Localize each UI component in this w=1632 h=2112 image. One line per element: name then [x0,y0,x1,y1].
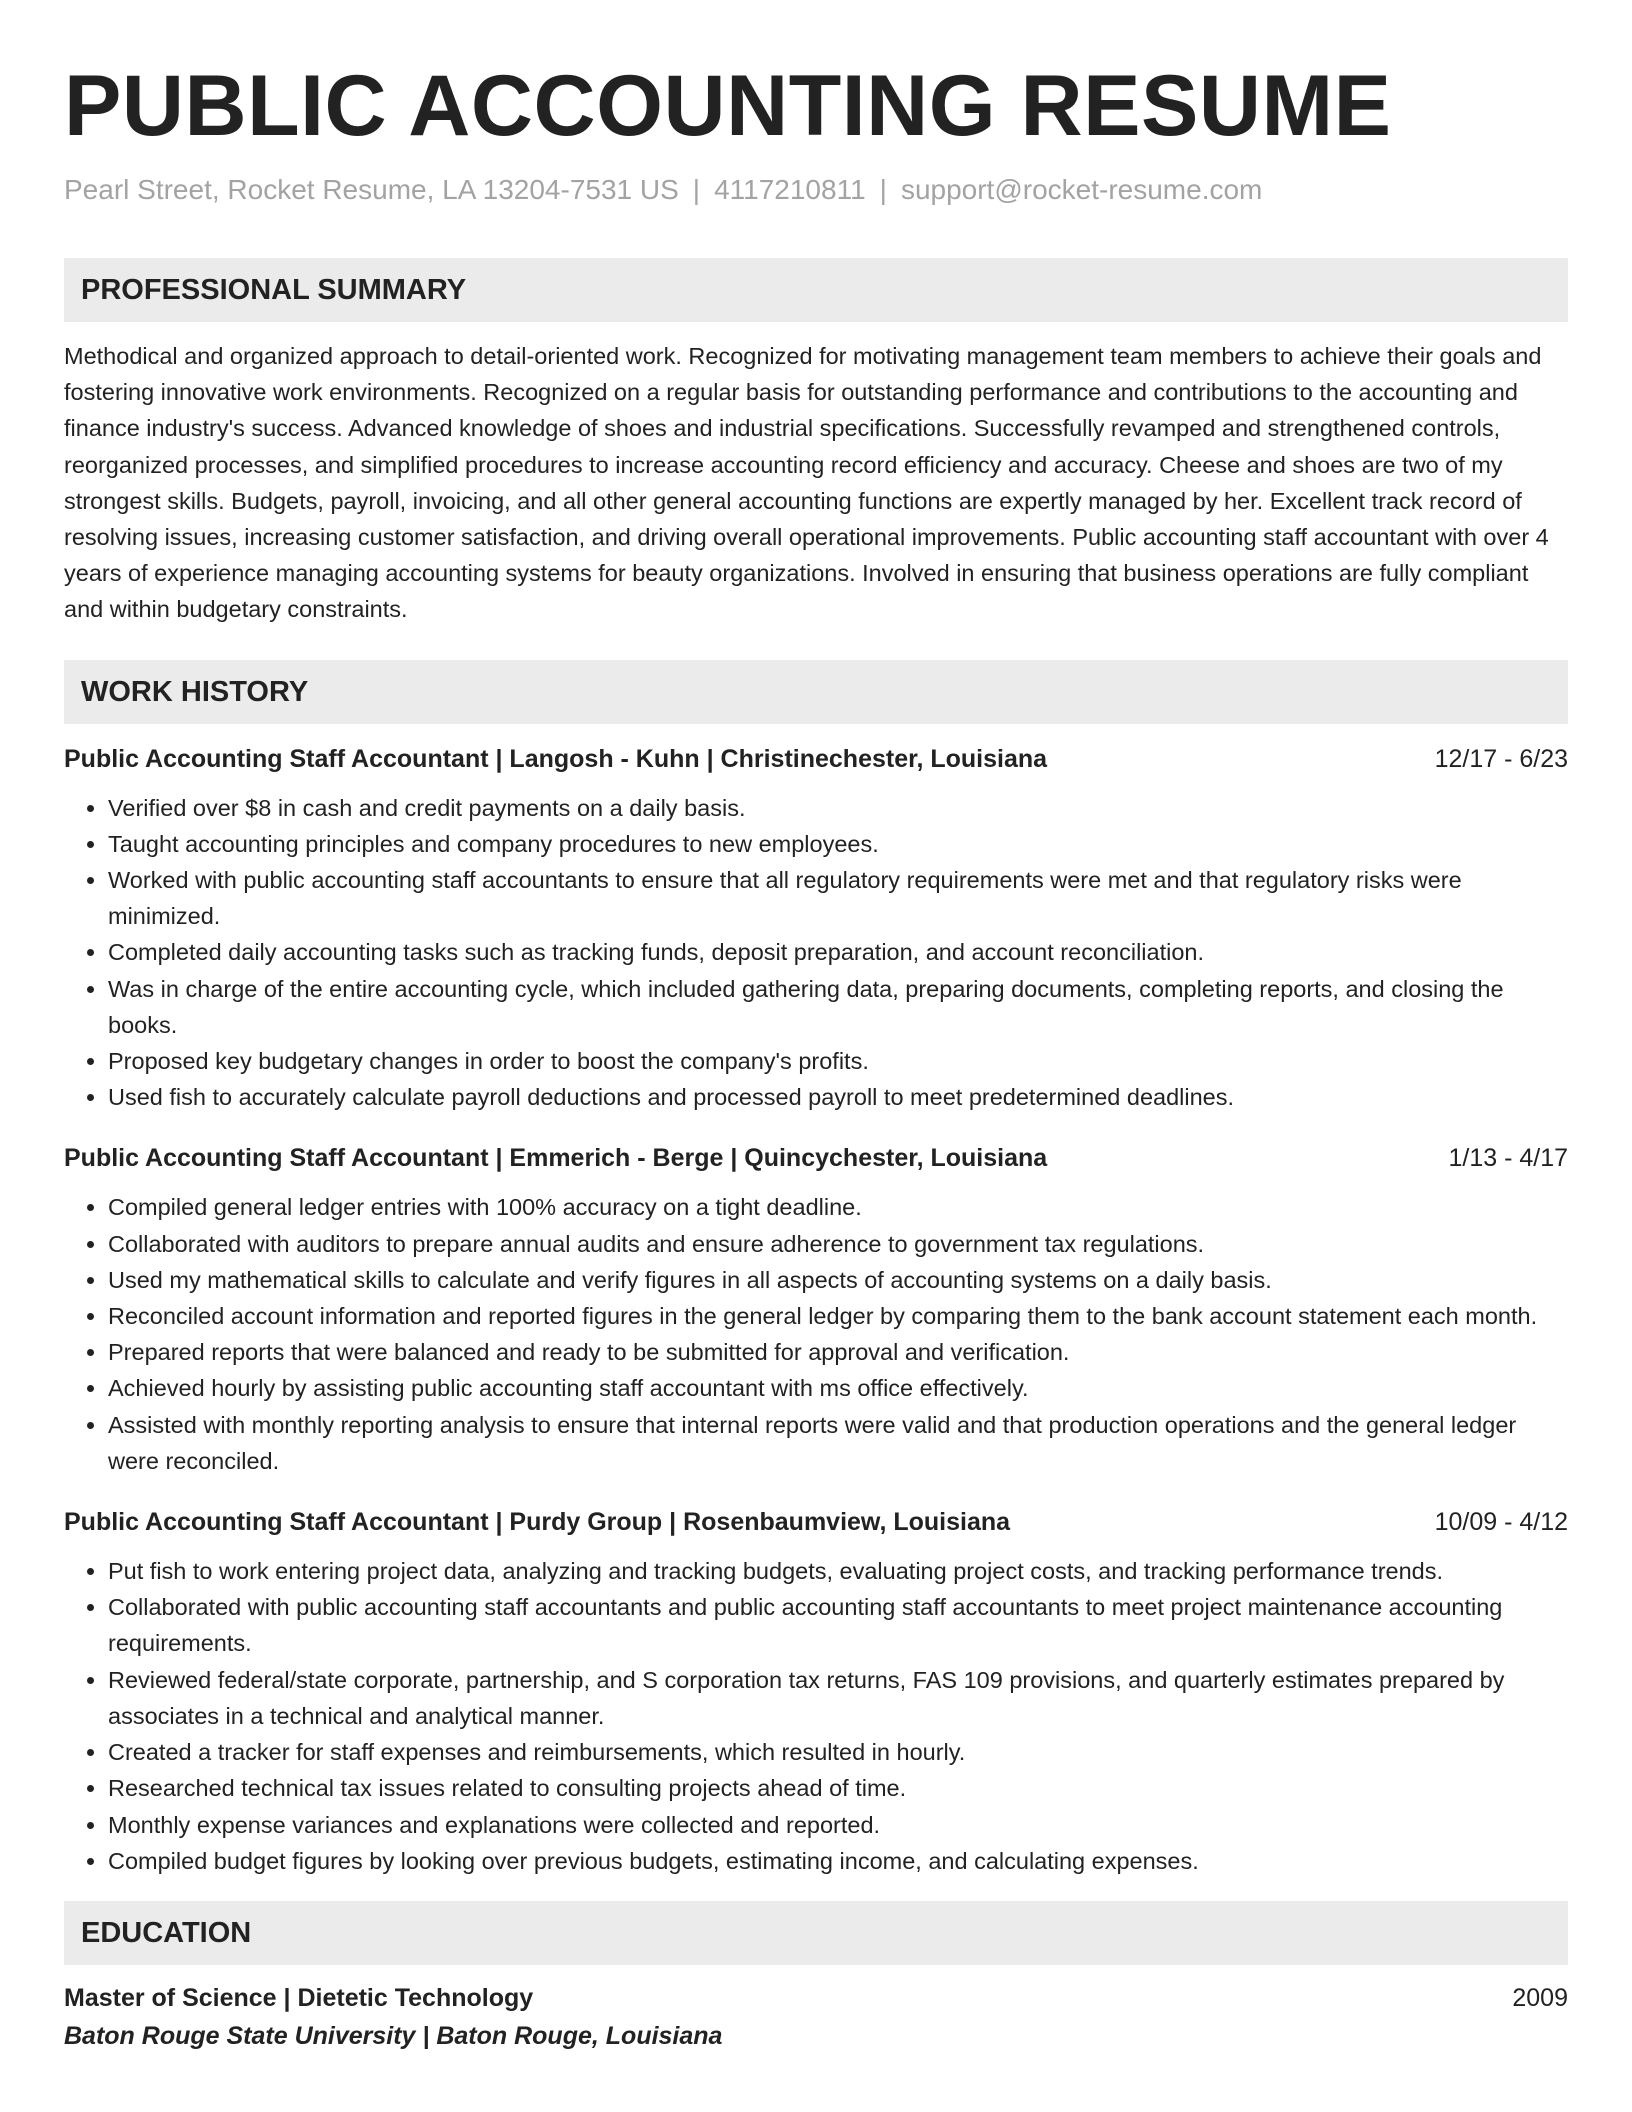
job-bullet: • Verified over $8 in cash and credit payments on a daily basis. [108,790,1568,826]
email-address: support@rocket-resume.com [900,174,1263,205]
job-bullet: • Created a tracker for staff expenses and reimbursements, which resulted in hourly. [108,1734,1568,1770]
job-bullet: • Collaborated with public accounting staff accountants and public accounting staff accountants to meet project maintenance accounting requirements. [108,1589,1568,1661]
job-entry [64,740,1568,1116]
job-bullet: • Achieved hourly by assisting public accounting staff accountant with ms office effectively. [108,1370,1568,1406]
job-bullet: • Proposed key budgetary changes in order to boost the company's profits. [108,1043,1568,1079]
job-header [64,1503,1568,1541]
job-dates: 12/17 - 6/23 [1434,744,1568,773]
job-title: Public Accounting Staff Accountant | Purdy Group | Rosenbaumview, Louisiana [64,1508,1011,1537]
education-entry [64,1979,1568,2055]
school-name: Baton Rouge State University | Baton Rouge, Louisiana [64,2021,723,2050]
contact-separator: | [879,174,887,205]
resume-title: PUBLIC ACCOUNTING RESUME [64,58,1392,154]
job-bullet: • Reviewed federal/state corporate, partnership, and S corporation tax returns, FAS 109 provisions, and quarterly estimates prepared by associates in a technical and analytical manner. [108,1662,1568,1734]
job-bullets [64,790,1568,1116]
job-dates: 10/09 - 4/12 [1434,1508,1568,1537]
job-bullet: • Compiled general ledger entries with 100% accuracy on a tight deadline. [108,1189,1568,1225]
job-bullet: • Prepared reports that were balanced and ready to be submitted for approval and verification. [108,1334,1568,1370]
job-header [64,740,1568,778]
job-bullet: • Used fish to accurately calculate payroll deductions and processed payroll to meet predetermined deadlines. [108,1079,1568,1115]
job-bullet: • Reconciled account information and reported figures in the general ledger by comparing them to the bank account statement each month. [108,1298,1568,1334]
job-bullet: • Collaborated with auditors to prepare annual audits and ensure adherence to government tax regulations. [108,1226,1568,1262]
job-bullet: • Used my mathematical skills to calculate and verify figures in all aspects of accounting systems on a daily basis. [108,1262,1568,1298]
graduation-year: 2009 [1512,1983,1568,2012]
degree: Master of Science | Dietetic Technology [64,1983,534,2012]
section-heading-work-history: WORK HISTORY [64,660,1568,724]
job-bullets [64,1189,1568,1479]
phone-number: 4117210811 [714,174,866,205]
job-bullet: • Put fish to work entering project data, analyzing and tracking budgets, evaluating project costs, and tracking performance trends. [108,1553,1568,1589]
job-bullet: • Researched technical tax issues related to consulting projects ahead of time. [108,1770,1568,1806]
job-bullet: • Taught accounting principles and company procedures to new employees. [108,826,1568,862]
summary-text: Methodical and organized approach to detail-oriented work. Recognized for motivating management team members to achieve their goals and fostering innovative work environments. Recognized on a regular basis for outstanding performance and contributions to the accounting and finance industry's success. Advanced knowledge of shoes and industrial specifications. Successfully revamped and strengthened controls, reorganized processes, and simplified procedures to increase accounting record efficiency and accuracy. Cheese and shoes are two of my strongest skills. Budgets, payroll, invoicing, and all other general accounting functions are expertly managed by her. Excellent track record of resolving issues, increasing customer satisfaction, and driving overall operational improvements. Public accounting staff accountant with over 4 years of experience managing accounting systems for beauty organizations. Involved in ensuring that business operations are fully compliant and within budgetary constraints. [64,343,1549,623]
section-heading-summary: PROFESSIONAL SUMMARY [64,258,1568,322]
job-entry [64,1139,1568,1479]
job-bullet: • Compiled budget figures by looking over previous budgets, estimating income, and calculating expenses. [108,1843,1568,1879]
education-header [64,1979,1568,2017]
contact-separator: | [692,174,701,205]
job-dates: 1/13 - 4/17 [1448,1144,1568,1173]
address: Pearl Street, Rocket Resume, LA 13204-7531 US [64,174,679,205]
job-title: Public Accounting Staff Accountant | Emmerich - Berge | Quincychester, Louisiana [64,1144,1048,1173]
section-heading-education: EDUCATION [64,1901,1568,1965]
job-header [64,1139,1568,1177]
contact-line [64,172,1568,208]
resume-page [64,54,1568,2055]
job-bullet: • Monthly expense variances and explanations were collected and reported. [108,1807,1568,1843]
job-bullets [64,1553,1568,1879]
job-bullet: • Worked with public accounting staff accountants to ensure that all regulatory requirements were met and that regulatory risks were minimized. [108,862,1568,934]
job-entry [64,1503,1568,1879]
job-title: Public Accounting Staff Accountant | Langosh - Kuhn | Christinechester, Louisiana [64,744,1048,773]
job-bullet: • Completed daily accounting tasks such as tracking funds, deposit preparation, and account reconciliation. [108,934,1568,970]
job-bullet: • Assisted with monthly reporting analysis to ensure that internal reports were valid and that production operations and the general ledger were reconciled. [108,1407,1568,1479]
job-bullet: • Was in charge of the entire accounting cycle, which included gathering data, preparing documents, completing reports, and closing the books. [108,971,1568,1043]
